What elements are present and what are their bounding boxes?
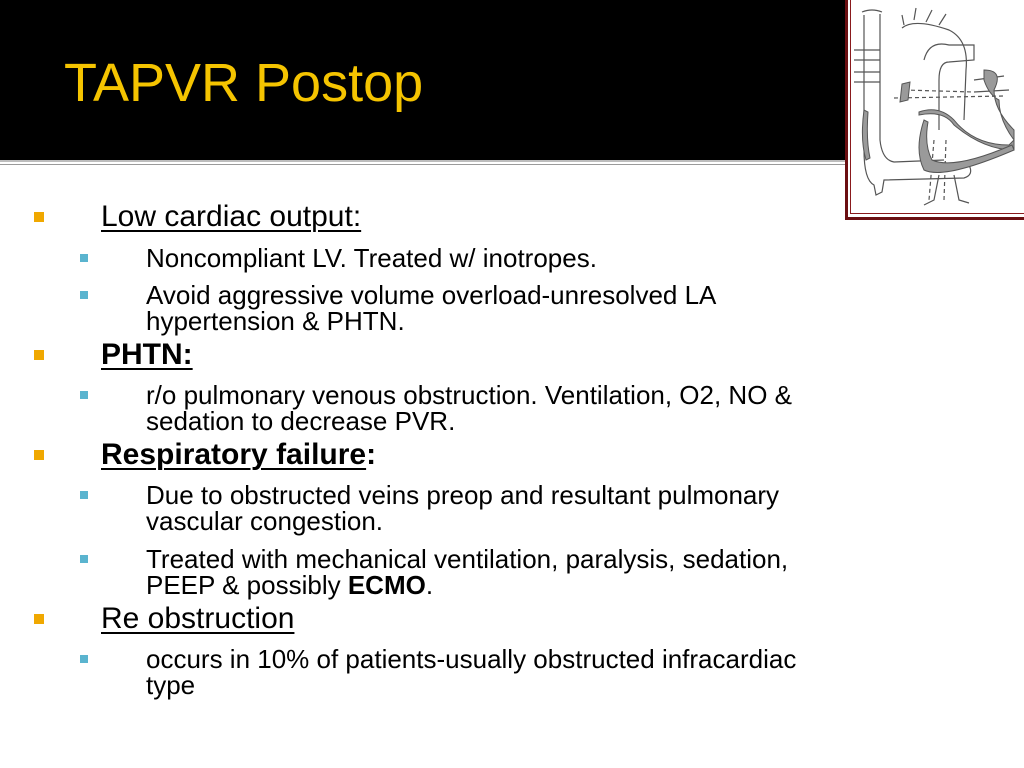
sub-bullet-line: hypertension & PHTN. [146,306,405,336]
bullet-low-cardiac-output [101,202,361,232]
text-run-bold: ECMO [347,570,426,600]
sub-bullet [146,645,796,699]
text-run: PEEP & possibly [146,570,348,600]
bullet-label: Re obstruction [101,602,295,635]
sub-bullet-line: vascular congestion. [146,506,384,536]
bullet-re-obstruction [101,604,294,634]
bullet-label: PHTN: [101,338,193,371]
bullet-square-blue [80,291,88,299]
bullet-respiratory-failure [101,440,376,470]
bullet-square-blue [80,491,88,499]
sub-bullet-line: Due to obstructed veins preop and resultant pulmonary [146,480,780,510]
bullet-label: Low cardiac output: [101,200,362,233]
sub-bullet-line: Avoid aggressive volume overload-unresolved LA [146,280,717,310]
bullet-square-orange [34,614,44,624]
bullet-square-orange [34,212,44,222]
divider [0,160,850,162]
divider [0,164,850,165]
sub-bullet-line [146,571,788,599]
heart-diagram-icon [854,0,1024,210]
bullet-label: Respiratory failure [101,438,367,471]
bullet-suffix: : [366,438,377,471]
bullet-square-blue [80,555,88,563]
bullet-square-blue [80,254,88,262]
sub-bullet [146,545,788,599]
sub-bullet [146,281,716,335]
bullet-square-orange [34,450,44,460]
sub-bullet-line: type [146,670,196,700]
sub-bullet [146,481,779,535]
sub-bullet-line: occurs in 10% of patients-usually obstructed infracardiac [146,644,797,674]
bullet-square-blue [80,655,88,663]
bullet-square-blue [80,391,88,399]
bullet-square-orange [34,350,44,360]
sub-bullet [146,381,792,435]
sub-bullet-line: sedation to decrease PVR. [146,406,456,436]
sub-bullet-line: r/o pulmonary venous obstruction. Ventilation, O2, NO & [146,380,793,410]
bullet-phtn [101,340,193,370]
text-run: . [425,570,434,600]
sub-bullet: Noncompliant LV. Treated w/ inotropes. [146,243,597,273]
slide-title: TAPVR Postop [64,53,424,113]
sub-bullet-line: Treated with mechanical ventilation, paralysis, sedation, [146,544,789,574]
